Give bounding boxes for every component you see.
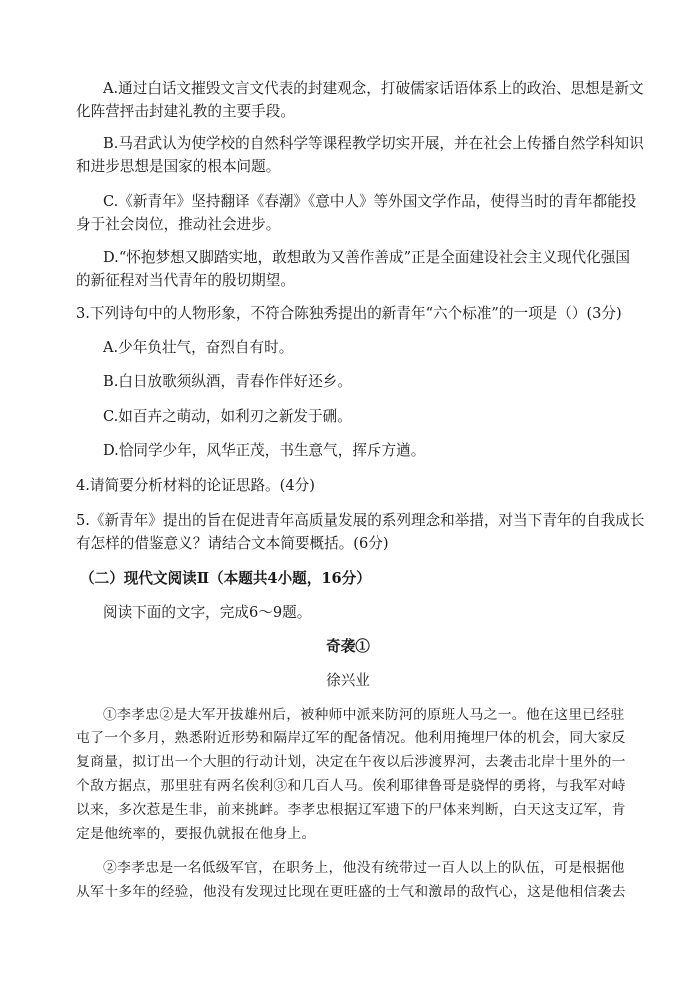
paragraph-1-line-4: 个敌方据点，那里驻有两名俟利③和几百人马。俟利耶律鲁哥是骁悍的勇将，与我军对峙 bbox=[76, 778, 626, 794]
question-5-line-2: 有怎样的借鉴意义？请结合文本简要概括。(6分) bbox=[76, 535, 389, 552]
option-d-line-2: 的新征程对当代青年的殷切期望。 bbox=[76, 272, 295, 289]
q3-option-a: A.少年负壮气，奋烈自有时。 bbox=[103, 339, 294, 356]
question-5-line-1: 5.《新青年》提出的旨在促进青年高质量发展的系列理念和举措，对当下青年的自我成长 bbox=[76, 512, 645, 529]
paragraph-1-line-5: 以来，多次惹是生非，前来挑衅。李孝忠根据辽军遗下的尸体来判断，白天这支辽军，肯 bbox=[76, 802, 626, 818]
option-c-line-1: C.《新青年》坚持翻译《春潮》《意中人》等外国文学作品，使得当时的青年都能投 bbox=[103, 193, 637, 210]
q3-option-d: D.恰同学少年，风华正茂，书生意气，挥斥方遒。 bbox=[103, 442, 426, 459]
option-b-line-1: B.马君武认为使学校的自然科学等课程教学切实开展，并在社会上传播自然学科知识 bbox=[103, 135, 644, 152]
question-4: 4.请简要分析材料的论证思路。(4分) bbox=[76, 477, 315, 494]
option-d-line-1: D.“怀抱梦想又脚踏实地，敢想敢为又善作善成”正是全面建设社会主义现代化强国 bbox=[103, 249, 630, 266]
paragraph-2-line-2: 从军十多年的经验，他没有发现过比现在更旺盛的士气和激昂的敌忾心，这是他相信袭去 bbox=[76, 884, 626, 900]
question-3: 3.下列诗句中的人物形象，不符合陈独秀提出的新青年“六个标准”的一项是（）(3分) bbox=[76, 305, 622, 322]
article-author: 徐兴业 bbox=[326, 672, 370, 689]
paragraph-2-line-1: ②李孝忠是一名低级军官，在职务上，他没有统带过一百人以上的队伍，可是根据他 bbox=[103, 860, 625, 876]
paragraph-1-line-2: 屯了一个多月，熟悉附近形势和隔岸辽军的配备情况。他利用掩埋尸体的机会，同大家反 bbox=[76, 730, 626, 746]
paragraph-1-line-1: ①李孝忠②是大军开拔雄州后，被种师中派来防河的原班人马之一。他在这里已经驻 bbox=[103, 707, 625, 723]
option-b-line-2: 和进步思想是国家的根本问题。 bbox=[76, 158, 281, 175]
paragraph-1-line-6: 定是他统率的，要报仇就报在他身上。 bbox=[76, 826, 316, 842]
option-a-line-1: A.通过白话文摧毁文言文代表的封建观念，打破儒家话语体系上的政治、思想是新文 bbox=[103, 80, 644, 97]
paragraph-1-line-3: 复商量，拟订出一个大胆的行动计划，决定在午夜以后涉渡界河，去袭击北岸十里外的一 bbox=[76, 754, 626, 770]
q3-option-b: B.白日放歌须纵酒，青春作伴好还乡。 bbox=[103, 373, 352, 390]
q3-option-c: C.如百卉之萌动，如利刃之新发于硎。 bbox=[103, 408, 352, 425]
reading-instruction: 阅读下面的文字，完成6～9题。 bbox=[103, 604, 312, 621]
option-a-line-2: 化阵营抨击封建礼教的主要手段。 bbox=[76, 103, 295, 120]
option-c-line-2: 身于社会岗位，推动社会进步。 bbox=[76, 216, 281, 233]
section-heading: （二）现代文阅读Ⅱ（本题共4小题，16分） bbox=[80, 570, 371, 587]
article-title: 奇袭① bbox=[326, 638, 370, 655]
